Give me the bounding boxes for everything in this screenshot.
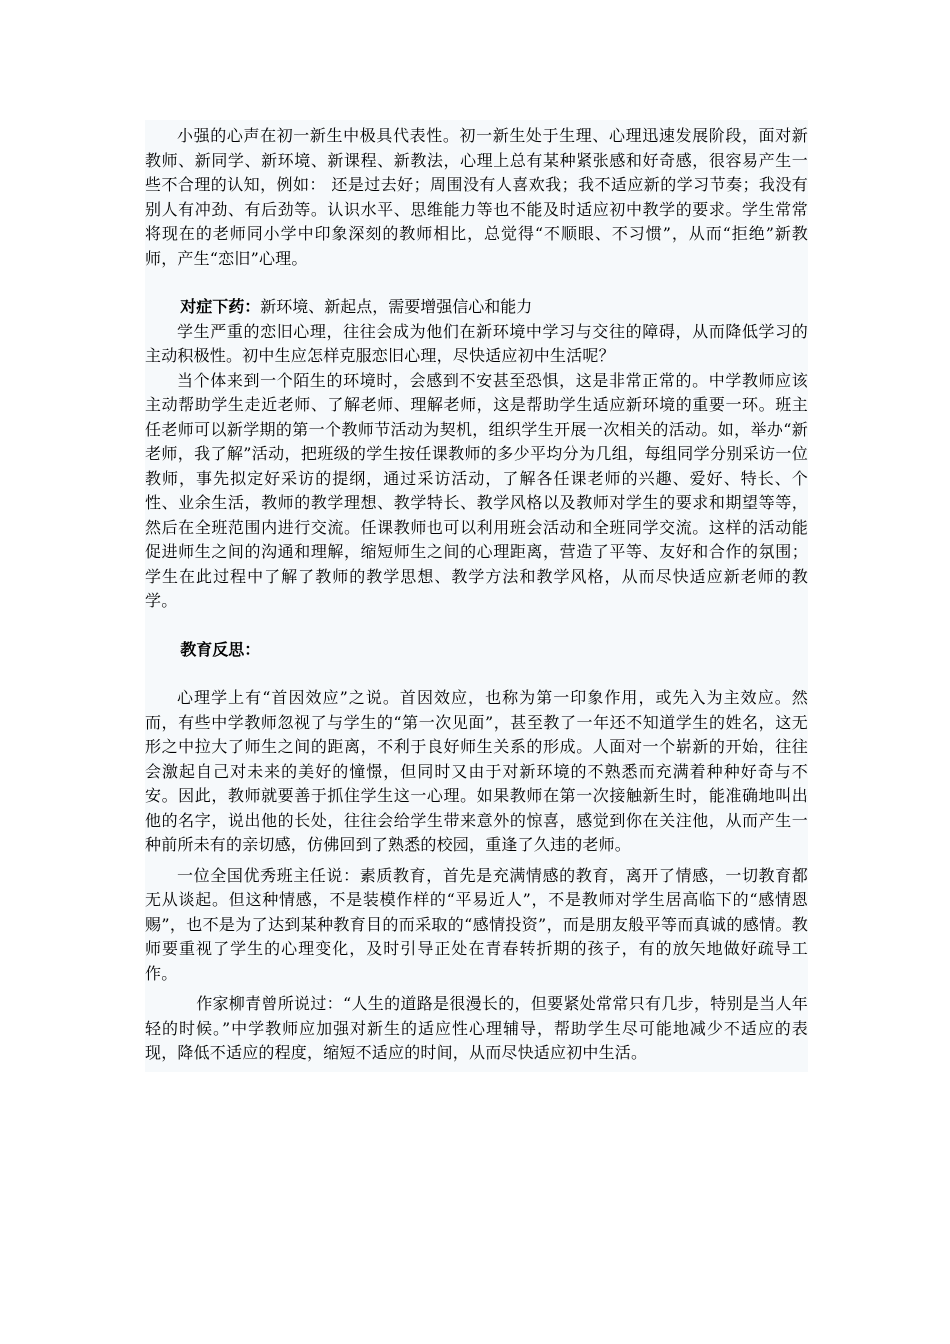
section-text-remedy: 新环境、新起点，需要增强信心和能力: [260, 297, 533, 316]
paragraph-activity: 当个体来到一个陌生的环境时，会感到不安甚至恐惧，这是非常正常的。中学教师应该主动帮助学生走近老师、了解老师、理解老师，这是帮助学生适应新环境的重要一环。班主任老师可以新学期的第一个教师节活动为契机，组织学生开展一次相关的活动。如，举办“新老师，我了解”活动，把班级的学生按任课教师的多少平均分为几组，每组同学分别采访一位教师，事先拟定好采访的提纲，通过采访活动，了解各任课老师的兴趣、爱好、特长、个性、业余生活，教师的教学理想、教学特长、教学风格以及教师对学生的要求和期望等等，然后在全班范围内进行交流。任课教师也可以利用班会活动和全班同学交流。这样的活动能促进师生之间的沟通和理解，缩短师生之间的心理距离，营造了平等、友好和合作的氛围；学生在此过程中了解了教师的教学思想、教学方法和教学风格，从而尽快适应新老师的教学。: [145, 370, 808, 610]
paragraph-intro: 小强的心声在初一新生中极具代表性。初一新生处于生理、心理迅速发展阶段，面对新教师、新同学、新环境、新课程、新教法，心理上总有某种紧张感和好奇感，很容易产生一些不合理的认知，例如： 还是过去好；周围没有人喜欢我；我不适应新的学习节奏；我没有别人有冲劲、有后劲等。认识水平、思维能力等也不能及时适应初中教学的要求。学生常常将现在的老师同小学中印象深刻的教师相比，总觉得“不顺眼、不习惯”，从而“拒绝”新教师，产生“恋旧”心理。: [145, 126, 808, 268]
paragraph-conclusion: 作家柳青曾所说过：“人生的道路是很漫长的，但要紧处常常只有几步，特别是当人年轻的时候。”中学教师应加强对新生的适应性心理辅导，帮助学生尽可能地减少不适应的表现，降低不适应的程度，缩短不适应的时间，从而尽快适应初中生活。: [145, 994, 808, 1062]
paragraph-emotional-education: 一位全国优秀班主任说：素质教育，首先是充满情感的教育，离开了情感，一切教育都无从谈起。但这种情感，不是装模作样的“平易近人”，不是教师对学生居高临下的“感情恩赐”，也不是为了达到某种教育目的而采取的“感情投资”，而是朋友般平等而真诚的感情。教师要重视了学生的心理变化，及时引导正处在青春转折期的孩子，有的放矢地做好疏导工作。: [145, 865, 808, 983]
spacer: [145, 614, 808, 638]
section-label-reflection: 教育反思：: [180, 639, 261, 659]
spacer: [145, 271, 808, 295]
section-label-remedy: 对症下药：: [180, 297, 261, 316]
spacer: [145, 662, 808, 686]
article-body: [145, 120, 808, 1072]
paragraph-primacy-effect: 心理学上有“首因效应”之说。首因效应，也称为第一印象作用，或先入为主效应。然而，有些中学教师忽视了与学生的“第一次见面”，甚至教了一年还不知道学生的姓名，这无形之中拉大了师生之间的距离，不利于良好师生关系的形成。人面对一个崭新的开始，往往会激起自己对未来的美好的憧憬，但同时又由于对新环境的不熟悉而充满着种种好奇与不安。因此，教师就要善于抓住学生这一心理。如果教师在第一次接触新生时，能准确地叫出他的名字，说出他的长处，往往会给学生带来意外的惊喜，感觉到你在关注他，从而产生一种前所未有的亲切感，仿佛回到了熟悉的校园，重逢了久违的老师。: [145, 688, 808, 854]
paragraph-nostalgia: 学生严重的恋旧心理，往往会成为他们在新环境中学习与交往的障碍，从而降低学习的主动积极性。初中生应怎样克服恋旧心理，尽快适应初中生活呢？: [145, 321, 808, 365]
section-heading-reflection: [145, 638, 808, 663]
section-heading-remedy: [145, 295, 808, 320]
